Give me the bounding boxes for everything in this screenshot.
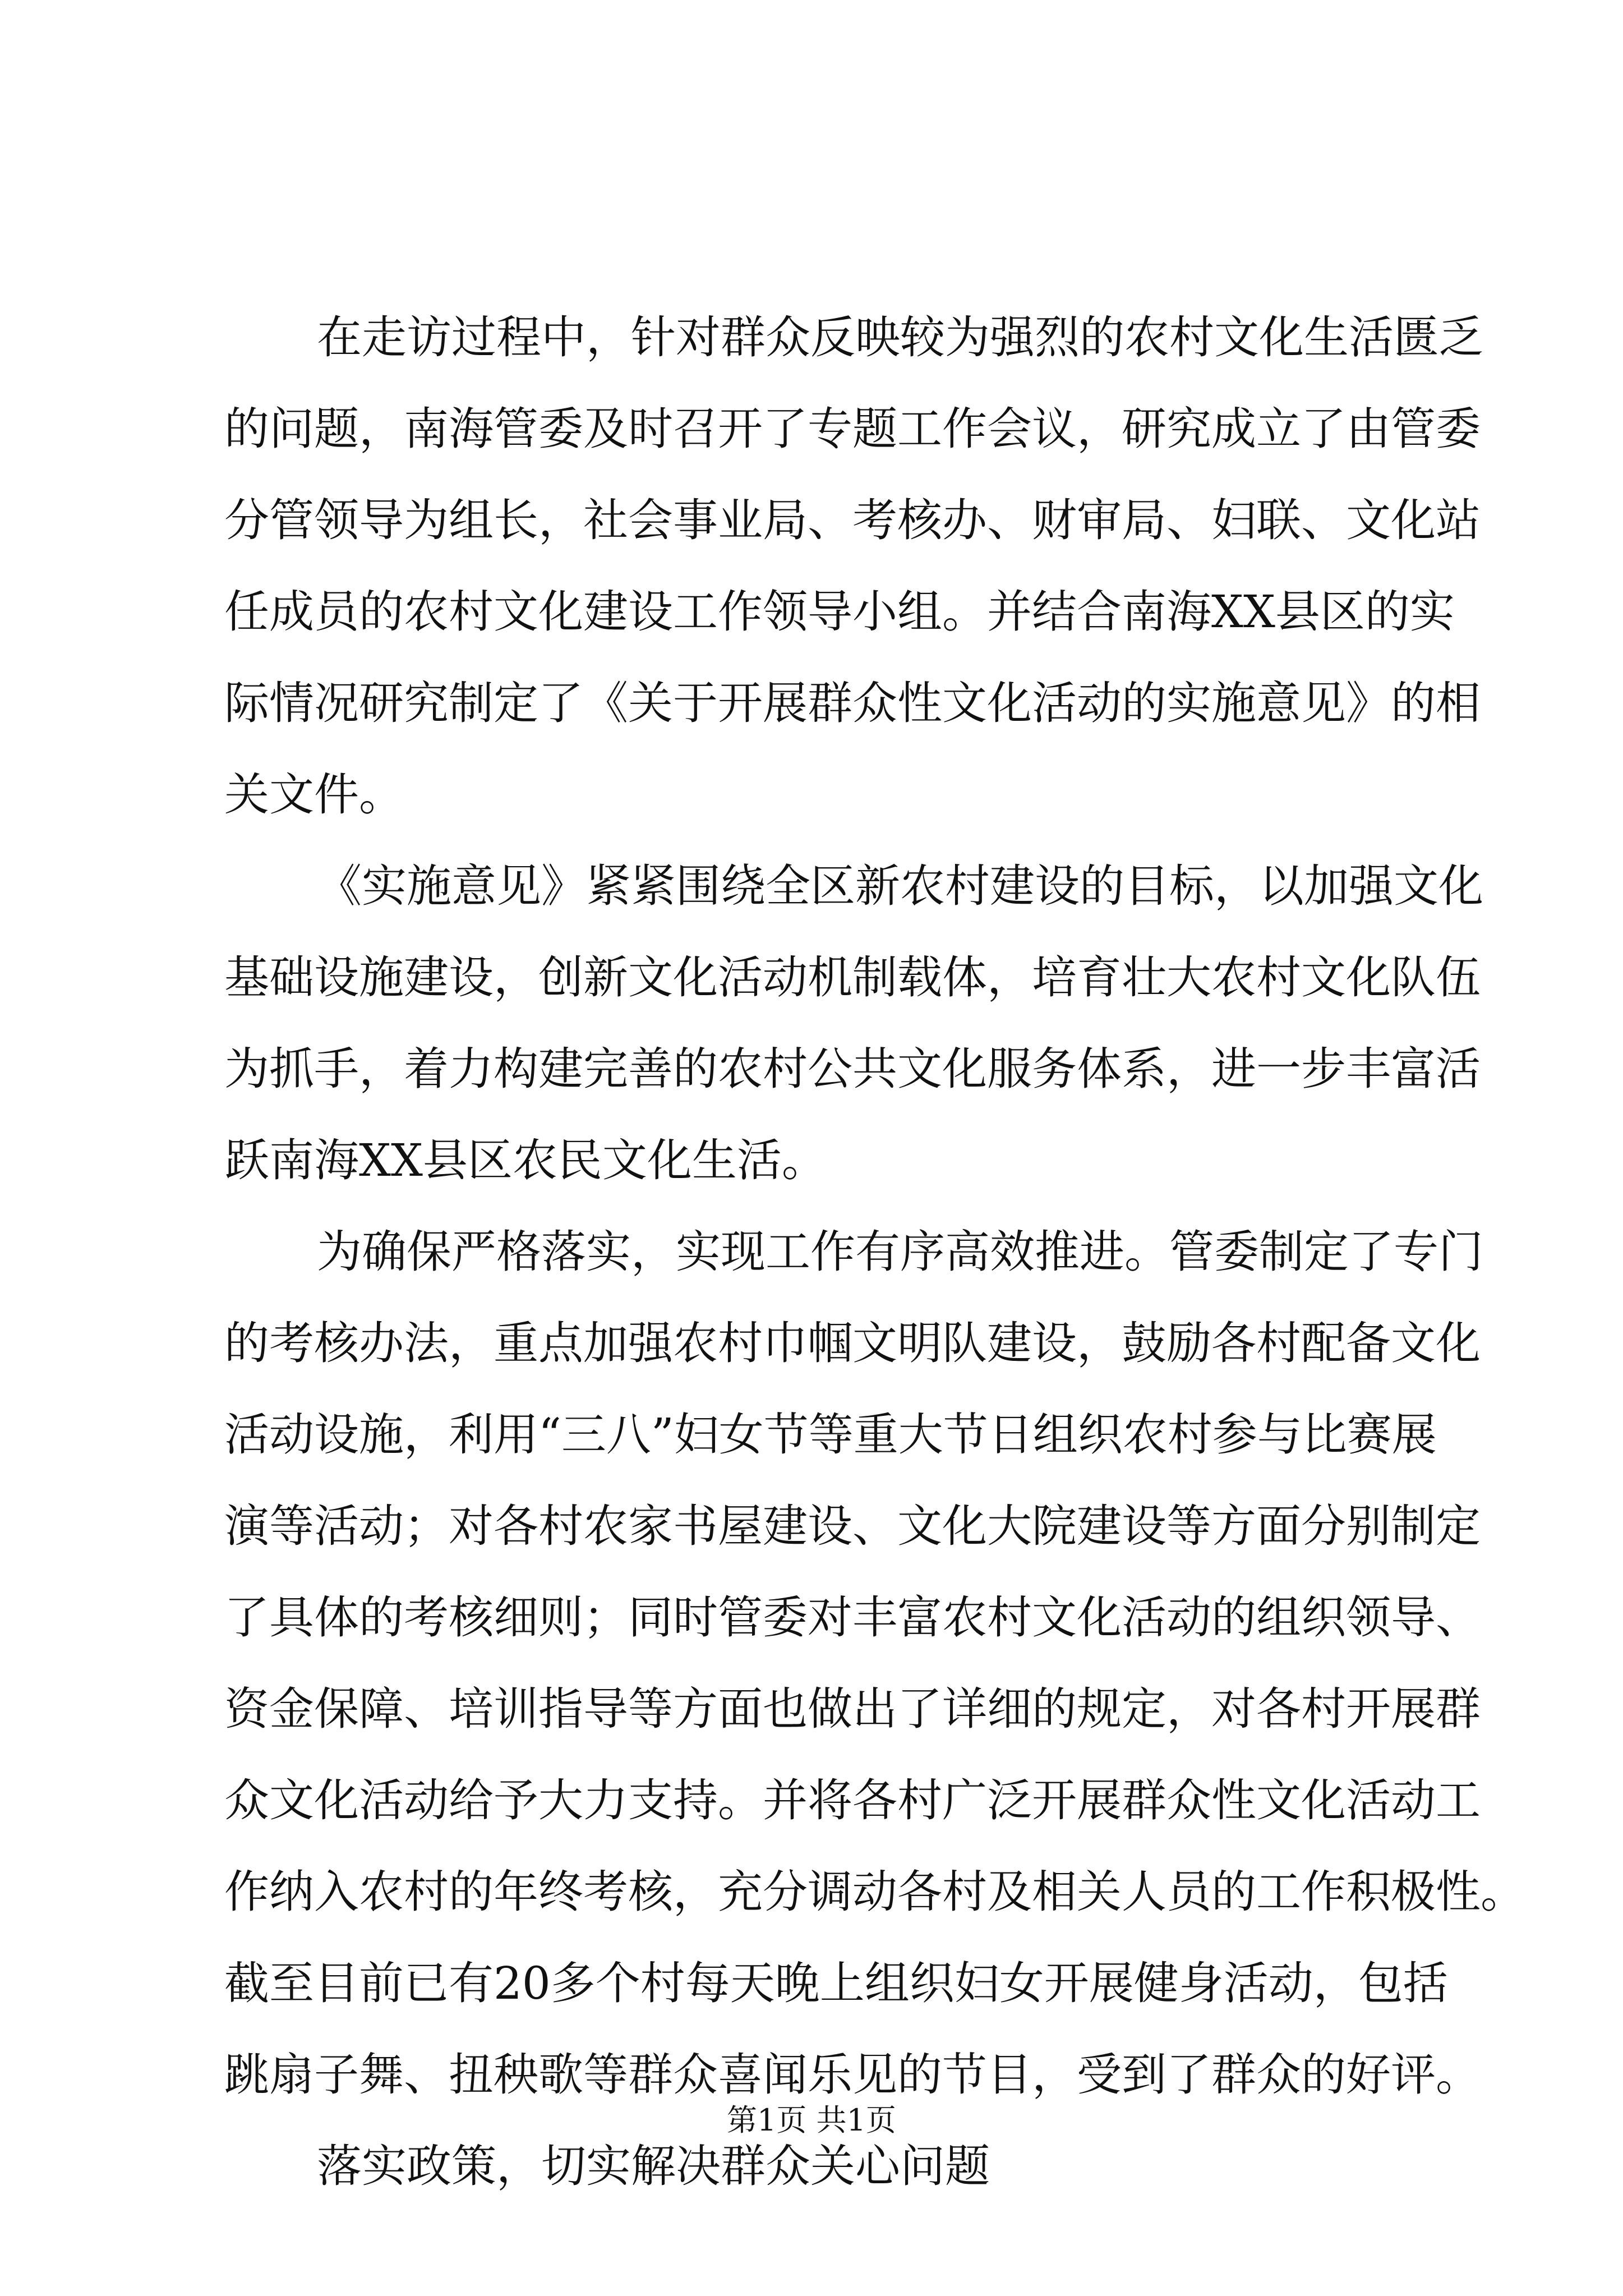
document-body [224,292,1525,2212]
text-line: 在走访过程中，针对群众反映较为强烈的农村文化生活匮乏 [317,311,1483,364]
text-line: 活动设施，利用“三八”妇女节等重大节日组织农村参与比赛展 [224,1409,1437,1461]
text-line: 际情况研究制定了《关于开展群众性文化活动的实施意见》的相 [224,677,1481,729]
section-heading: 落实政策，切实解决群众关心问题 [317,2140,990,2192]
text-line: 跃南海XX县区农民文化生活。 [224,1134,827,1186]
text-line: 关文件。 [224,769,404,821]
text-line: 演等活动；对各村农家书屋建设、文化大院建设等方面分别制定 [224,1500,1481,1552]
text-line: 截至目前已有20多个村每天晚上组织妇女开展健身活动，包括 [224,1957,1448,2009]
text-line: 的考核办法，重点加强农村巾帼文明队建设，鼓励各村配备文化 [224,1317,1481,1369]
text-line: 任成员的农村文化建设工作领导小组。并结合南海XX县区的实 [224,586,1455,638]
text-line: 众文化活动给予大力支持。并将各村广泛开展群众性文化活动工 [224,1774,1481,1826]
text-line: 作纳入农村的年终考核，充分调动各村及相关人员的工作积极性。 [224,1866,1525,1918]
text-line: 资金保障、培训指导等方面也做出了详细的规定，对各村开展群 [224,1683,1481,1735]
text-line: 为确保严格落实，实现工作有序高效推进。管委制定了专门 [317,1226,1483,1278]
text-line: 跳扇子舞、扭秧歌等群众喜闻乐见的节目，受到了群众的好评。 [224,2049,1481,2101]
text-line: 基础设施建设，创新文化活动机制载体，培育壮大农村文化队伍 [224,951,1481,1004]
text-line: 《实施意见》紧紧围绕全区新农村建设的目标，以加强文化 [317,860,1483,912]
text-line: 了具体的考核细则；同时管委对丰富农村文化活动的组织领导、 [224,1591,1481,1644]
text-line: 为抓手，着力构建完善的农村公共文化服务体系，进一步丰富活 [224,1043,1481,1095]
page-footer: 第1页 共1页 [727,2102,896,2138]
text-line: 的问题，南海管委及时召开了专题工作会议，研究成立了由管委 [224,403,1481,455]
text-line: 分管领导为组长，社会事业局、考核办、财审局、妇联、文化站 [224,494,1481,546]
